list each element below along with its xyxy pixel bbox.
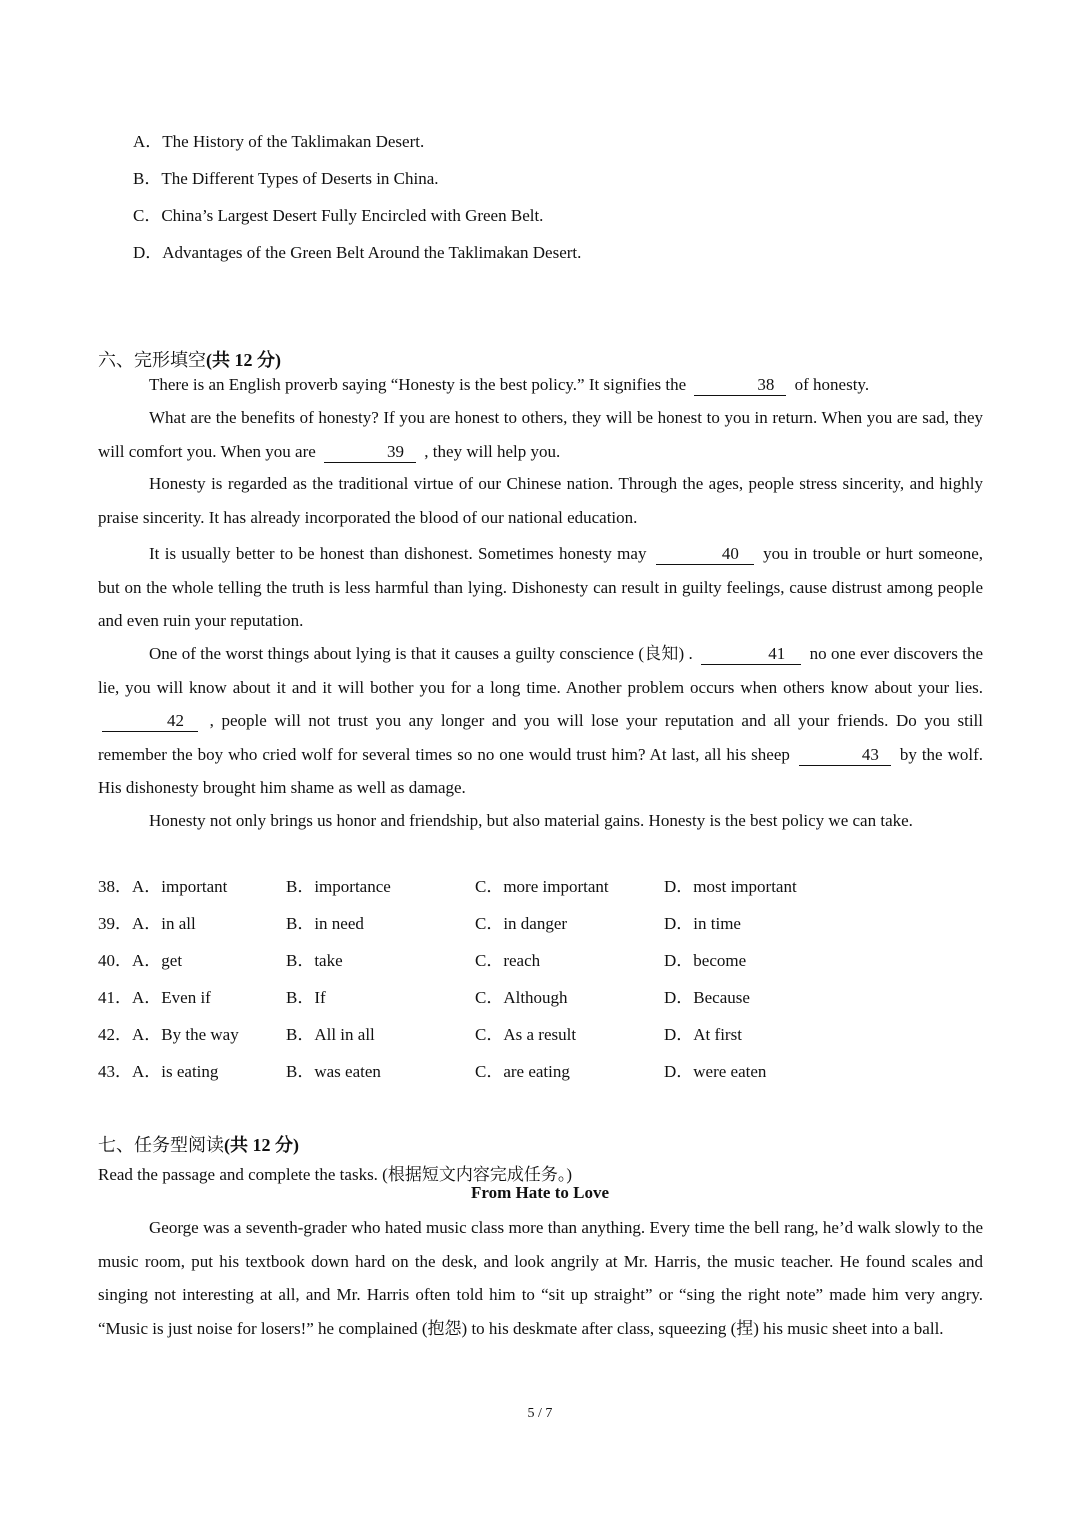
- cloze-paragraph-6: Honesty not only brings us honor and friendship, but also material gains. Honesty is the best policy we can take.: [149, 811, 913, 830]
- choice-c: C．Although: [475, 988, 568, 1007]
- cloze-text: There is an English proverb saying “Honesty is the best policy.” It signifies the: [149, 375, 687, 394]
- question-row-38: [98, 874, 978, 911]
- choice-a: A．get: [132, 951, 183, 970]
- question-row-40: [98, 948, 978, 985]
- cloze-text: , people will not trust you any longer and you will lose your reputation and all your friends. Do you still remember the boy who cried wolf for several times so no one would trust him? At last, all his sheep: [98, 711, 983, 764]
- cloze-text: One of the worst things about lying is that it causes a guilty conscience (良知) .: [149, 644, 693, 663]
- choice-b: B．If: [286, 988, 326, 1007]
- choice-b: B．was eaten: [286, 1062, 381, 1081]
- cloze-paragraph-1: [98, 368, 983, 402]
- blank-41: 41: [701, 644, 801, 665]
- choice-d: D．Because: [664, 988, 750, 1007]
- choice-c: C．in danger: [475, 914, 568, 933]
- choice-d: D．in time: [664, 914, 741, 933]
- blank-42: 42: [102, 711, 198, 732]
- cloze-text: What are the benefits of honesty? If you are honest to others, they will be honest to you in return. When you are sad, they will comfort you. When you are: [98, 408, 983, 461]
- question-number: 41．: [98, 988, 132, 1007]
- cloze-text: you in trouble or hurt someone, but on the whole telling the truth is less harmful than lying. Dishonesty can result in guilty feelings, cause distrust among people and even ruin your reputation.: [98, 544, 984, 630]
- question-row-39: [98, 911, 978, 948]
- cloze-text: It is usually better to be honest than dishonest. Sometimes honesty may: [149, 544, 647, 563]
- cloze-text: of honesty.: [794, 375, 870, 394]
- option-c: C．China’s Largest Desert Fully Encircled with Green Belt.: [133, 206, 544, 225]
- choice-a: A．is eating: [132, 1062, 219, 1081]
- question-number: 43．: [98, 1062, 132, 1081]
- blank-43: 43: [799, 745, 891, 766]
- section7-instruction: Read the passage and complete the tasks. (根据短文内容完成任务。): [98, 1165, 573, 1184]
- cloze-paragraph-2: [98, 401, 983, 468]
- choice-b: B．in need: [286, 914, 364, 933]
- choice-d: D．most important: [664, 877, 797, 896]
- section6-heading-score: (共 12 分): [206, 350, 281, 370]
- choice-c: C．As a result: [475, 1025, 577, 1044]
- cloze-paragraph-3: Honesty is regarded as the traditional virtue of our Chinese nation. Through the ages, people stress sincerity, and highly praise sincerity. It has already incorporated the blood of our national education.: [98, 474, 983, 527]
- section7-heading: [98, 1131, 299, 1157]
- choice-d: D．At first: [664, 1025, 742, 1044]
- choice-b: B．importance: [286, 877, 391, 896]
- passage-title: From Hate to Love: [470, 1183, 609, 1202]
- option-b: B．The Different Types of Deserts in China.: [133, 169, 439, 188]
- cloze-text: by the wolf. His dishonesty brought him shame as well as damage.: [98, 744, 983, 797]
- section7-heading-title: 七、任务型阅读: [98, 1135, 224, 1155]
- blank-40: 40: [656, 544, 754, 565]
- choice-a: A．By the way: [132, 1025, 239, 1044]
- question-row-41: [98, 985, 978, 1022]
- reading-paragraph-1: George was a seventh-grader who hated music class more than anything. Every time the bell rang, he’d walk slowly to the music room, put his textbook down hard on the desk, and look angrily at Mr. Harris, the music teacher. He found scales and singing not interesting at all, and Mr. Harris often told him to “sit up straight” or “sing the right note” made him very angry. “Music is just noise for losers!” he complained (抱怨) to his deskmate after class, squeezing (捏) his music sheet into a ball.: [98, 1218, 983, 1338]
- cloze-text: no one ever discovers the lie, you will know about it and it will bother you for a long time. Another problem occurs when others know about your lies.: [98, 644, 983, 697]
- choice-a: A．in all: [132, 914, 196, 933]
- choice-b: B．All in all: [286, 1025, 375, 1044]
- question-number: 38．: [98, 877, 132, 896]
- choice-c: C．are eating: [475, 1062, 570, 1081]
- cloze-paragraph-4: [98, 537, 983, 638]
- choice-b: B．take: [286, 951, 343, 970]
- choice-d: D．become: [664, 951, 747, 970]
- choice-c: C．reach: [475, 951, 541, 970]
- choice-a: A．important: [132, 877, 228, 896]
- question-number: 40．: [98, 951, 132, 970]
- blank-38: 38: [694, 375, 786, 396]
- question-row-42: [98, 1022, 978, 1059]
- question-row-43: [98, 1059, 978, 1096]
- question-number: 42．: [98, 1025, 132, 1044]
- section7-heading-score: (共 12 分): [224, 1135, 299, 1155]
- cloze-options-grid: [98, 874, 978, 1096]
- choice-a: A．Even if: [132, 988, 211, 1007]
- option-a: A．The History of the Taklimakan Desert.: [133, 132, 425, 151]
- previous-question-options: [133, 130, 933, 278]
- question-number: 39．: [98, 914, 132, 933]
- choice-d: D．were eaten: [664, 1062, 767, 1081]
- section6-heading-title: 六、完形填空: [98, 350, 206, 370]
- cloze-text: , they will help you.: [424, 441, 561, 461]
- blank-39: 39: [324, 442, 416, 463]
- page-number: 5 / 7: [527, 1406, 553, 1421]
- choice-c: C．more important: [475, 877, 609, 896]
- cloze-paragraph-5: [98, 637, 983, 805]
- option-d: D．Advantages of the Green Belt Around the Taklimakan Desert.: [133, 243, 582, 262]
